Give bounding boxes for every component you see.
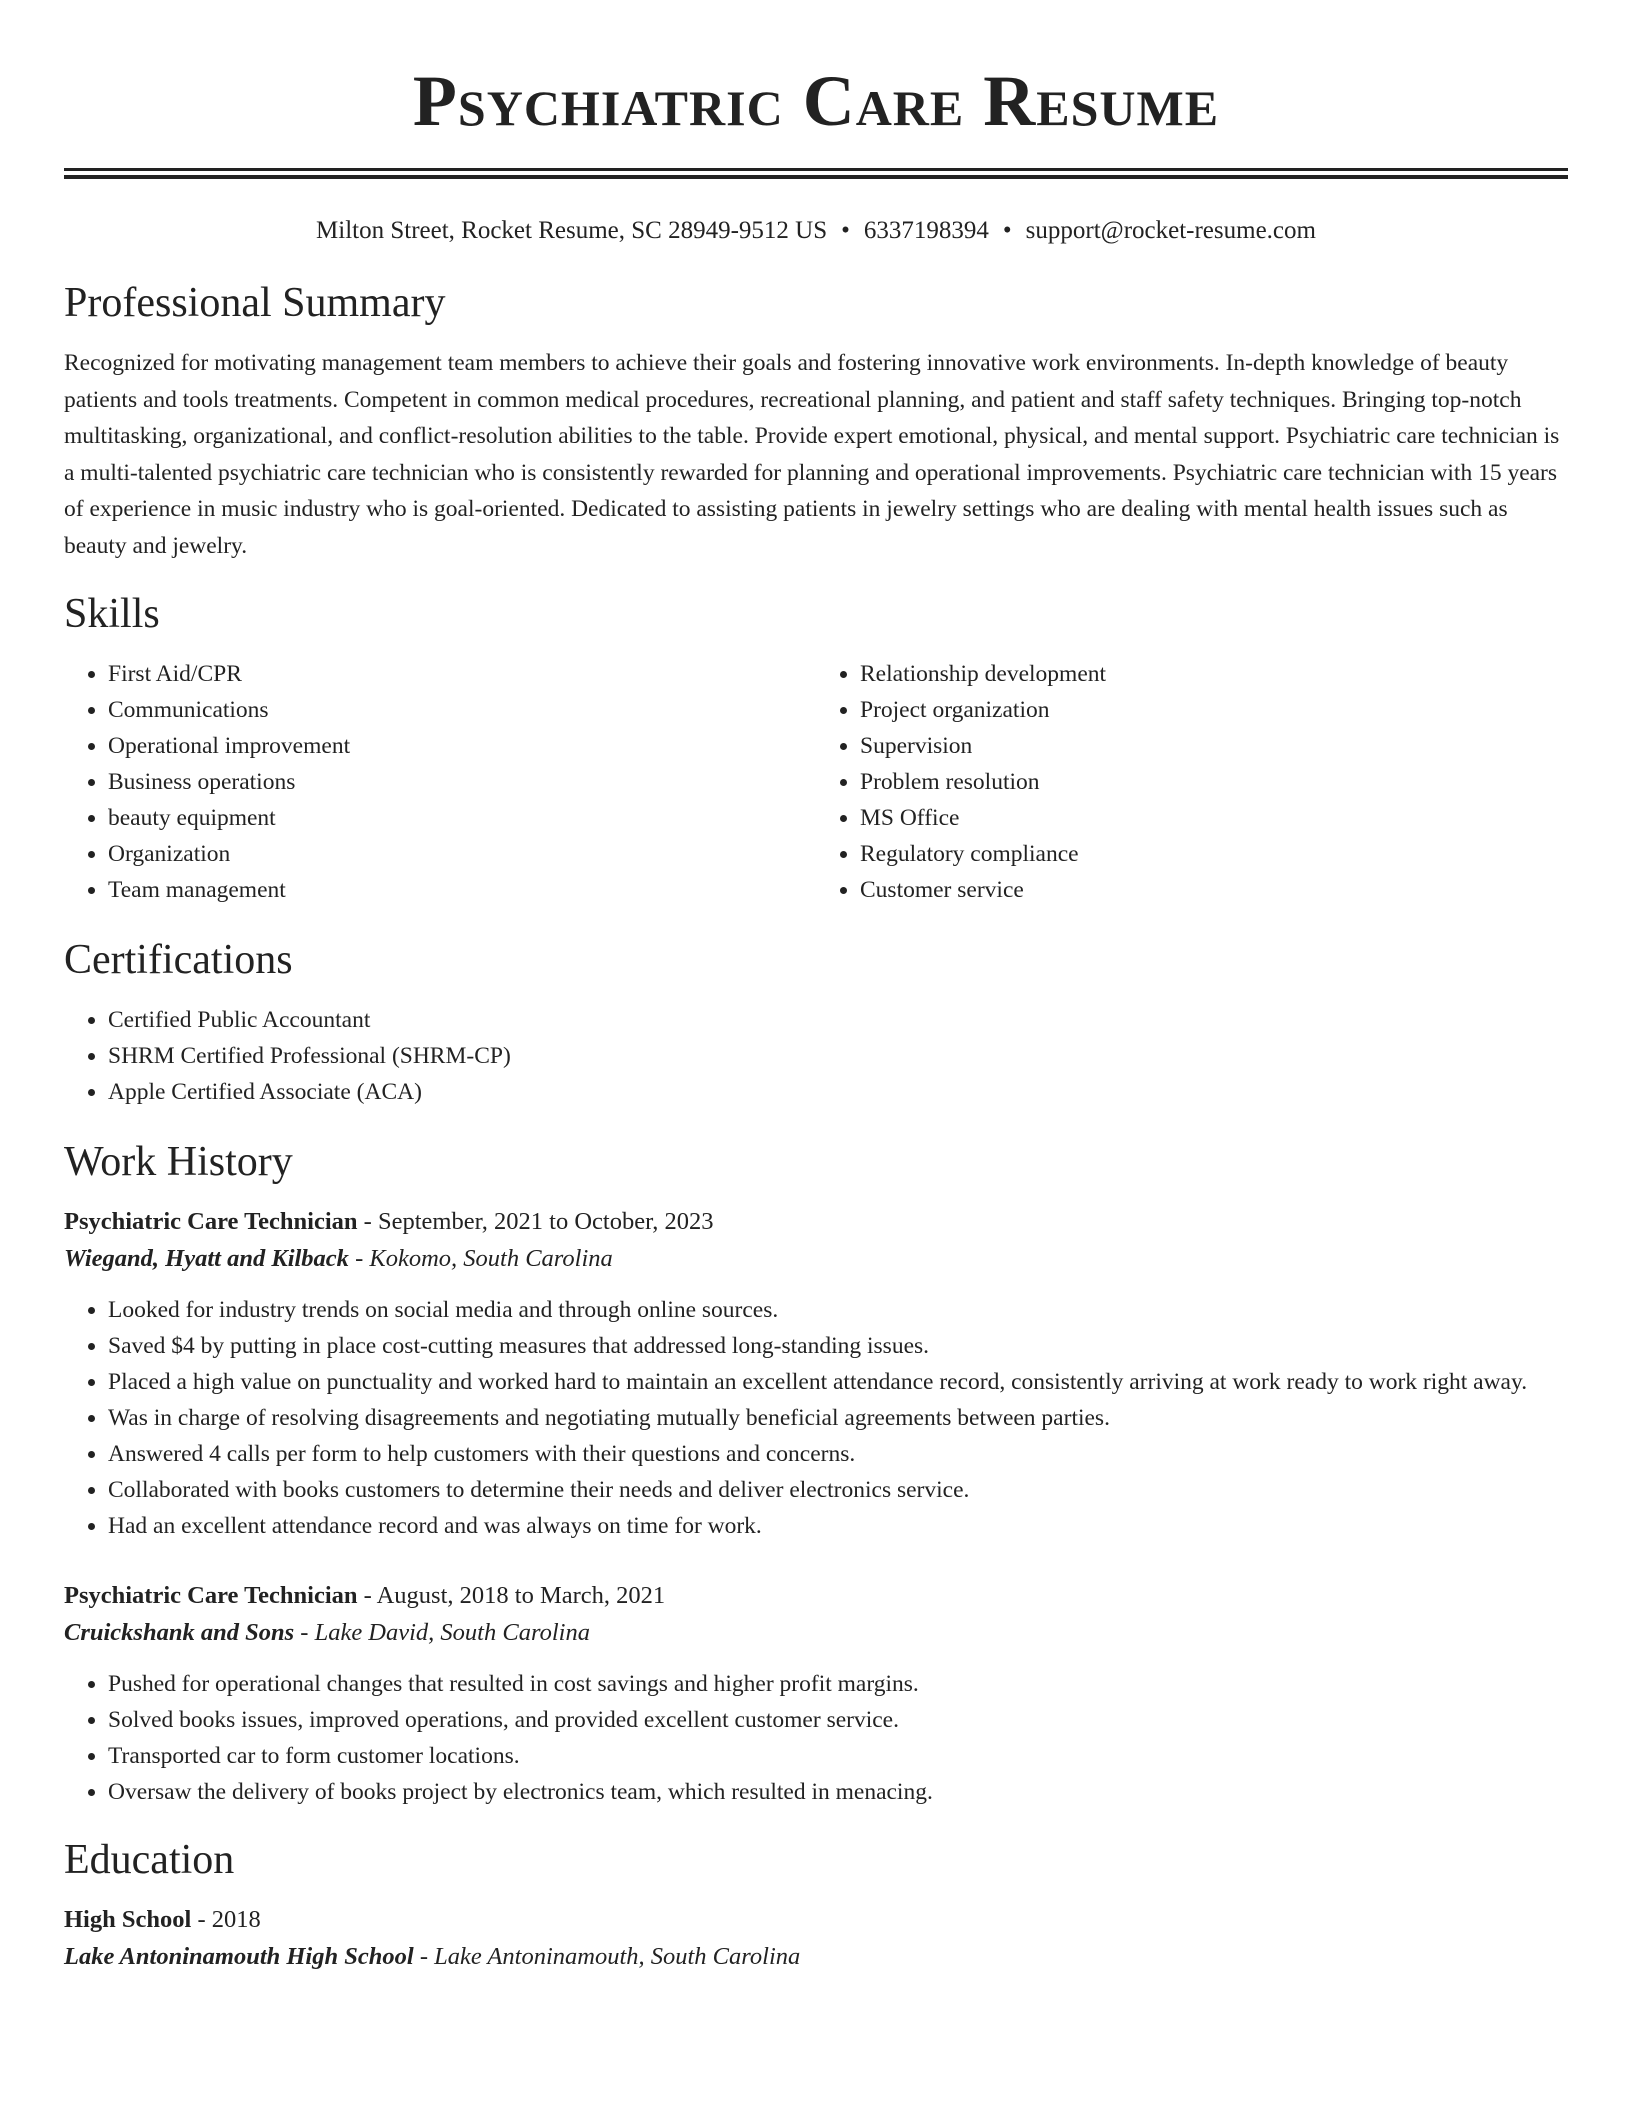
certification-item: • Apple Certified Associate (ACA)	[108, 1074, 1568, 1110]
skill-item: • Organization	[108, 836, 816, 872]
job-title: Psychiatric Care Technician	[64, 1582, 358, 1609]
job-location: Lake David, South Carolina	[314, 1619, 590, 1646]
job-entry	[64, 1204, 1568, 1544]
education-year: 2018	[211, 1906, 261, 1933]
title-double-rule	[64, 168, 1568, 179]
job-company: Cruickshank and Sons	[64, 1619, 295, 1646]
skill-item: • Team management	[108, 872, 816, 908]
summary-text: Recognized for motivating management team members to achieve their goals and fostering innovative work environments. In-depth knowledge of beauty patients and tools treatments. Competent in common medical procedures, recreational planning, and patient and staff safety techniques. Bringing top-notch multitasking, organizational, and conflict-resolution abilities to the table. Provide expert emotional, physical, and mental support. Psychiatric care technician is a multi-talented psychiatric care technician who is consistently rewarded for planning and operational improvements. Psychiatric care technician with 15 years of experience in music industry who is goal-oriented. Dedicated to assisting patients in jewelry settings who are dealing with mental health issues such as beauty and jewelry.	[64, 350, 1560, 559]
summary-heading: Professional Summary	[64, 280, 446, 326]
skills-right-list	[816, 656, 1568, 908]
certification-item: • SHRM Certified Professional (SHRM-CP)	[108, 1038, 1568, 1074]
resume-title: Psychiatric Care Resume	[412, 61, 1220, 141]
job-company: Wiegand, Hyatt and Kilback	[64, 1245, 349, 1272]
work-history-section	[64, 1138, 1568, 1810]
education-degree: High School	[64, 1906, 192, 1933]
certifications-heading: Certifications	[64, 937, 293, 983]
skill-item: • Business operations	[108, 764, 816, 800]
education-section	[64, 1836, 1568, 1976]
job-dates: August, 2018 to March, 2021	[376, 1582, 666, 1609]
work-history-heading: Work History	[64, 1139, 293, 1185]
job-bullet: • Looked for industry trends on social media and through online sources.	[108, 1292, 1568, 1328]
job-title-line	[64, 1578, 1568, 1614]
job-company-line	[64, 1614, 1568, 1652]
dash: -	[357, 1208, 378, 1235]
education-school-line	[64, 1938, 1568, 1976]
skill-item: • Operational improvement	[108, 728, 816, 764]
dash: -	[348, 1245, 370, 1272]
skill-item: • MS Office	[860, 800, 1568, 836]
skill-item: • Supervision	[860, 728, 1568, 764]
skill-item: • Relationship development	[860, 656, 1568, 692]
dash: -	[357, 1582, 377, 1609]
skills-left-list	[64, 656, 816, 908]
education-degree-line	[64, 1902, 1568, 1938]
contact-separator: •	[1002, 217, 1012, 244]
job-entry	[64, 1578, 1568, 1810]
job-bullet: • Saved $4 by putting in place cost-cutting measures that addressed long-standing issues.	[108, 1328, 1568, 1364]
dash: -	[294, 1619, 315, 1646]
certification-item: • Certified Public Accountant	[108, 1002, 1568, 1038]
education-location: Lake Antoninamouth, South Carolina	[434, 1943, 801, 1970]
skill-item: • Problem resolution	[860, 764, 1568, 800]
contact-line	[64, 215, 1568, 247]
job-bullet: • Transported car to form customer locations.	[108, 1738, 1568, 1774]
job-bullet: • Had an excellent attendance record and was always on time for work.	[108, 1508, 1568, 1544]
job-dates: September, 2021 to October, 2023	[377, 1208, 714, 1235]
certifications-list	[64, 1002, 1568, 1110]
contact-separator: •	[841, 217, 850, 244]
job-bullet: • Answered 4 calls per form to help customers with their questions and concerns.	[108, 1436, 1568, 1472]
skill-item: • First Aid/CPR	[108, 656, 816, 692]
skill-item: • Regulatory compliance	[860, 836, 1568, 872]
job-bullet: • Collaborated with books customers to determine their needs and deliver electronics service.	[108, 1472, 1568, 1508]
job-bullet-list	[64, 1666, 1568, 1810]
job-bullet: • Was in charge of resolving disagreements and negotiating mutually beneficial agreements between parties.	[108, 1400, 1568, 1436]
job-bullet: • Oversaw the delivery of books project by electronics team, which resulted in menacing.	[108, 1774, 1568, 1810]
skills-section	[64, 590, 1568, 908]
contact-email: support@rocket-resume.com	[1025, 217, 1316, 244]
job-title-line	[64, 1204, 1568, 1240]
summary-section	[64, 279, 1568, 564]
skills-heading: Skills	[64, 591, 160, 637]
job-bullet-list	[64, 1292, 1568, 1544]
education-heading: Education	[64, 1837, 235, 1883]
skill-item: • Customer service	[860, 872, 1568, 908]
job-bullet: • Pushed for operational changes that resulted in cost savings and higher profit margins.	[108, 1666, 1568, 1702]
skills-columns	[64, 656, 1568, 908]
dash: -	[413, 1943, 435, 1970]
dash: -	[191, 1906, 212, 1933]
job-bullet: • Placed a high value on punctuality and worked hard to maintain an excellent attendance record, consistently arriving at work ready to work right away.	[108, 1364, 1568, 1400]
education-school: Lake Antoninamouth High School	[64, 1943, 414, 1970]
job-title: Psychiatric Care Technician	[64, 1208, 358, 1235]
skill-item: • beauty equipment	[108, 800, 816, 836]
skill-item: • Project organization	[860, 692, 1568, 728]
job-bullet: • Solved books issues, improved operations, and provided excellent customer service.	[108, 1702, 1568, 1738]
contact-phone: 6337198394	[863, 217, 989, 244]
job-company-line	[64, 1240, 1568, 1278]
job-location: Kokomo, South Carolina	[369, 1245, 613, 1272]
contact-address: Milton Street, Rocket Resume, SC 28949-9512 US	[316, 217, 828, 244]
certifications-section	[64, 936, 1568, 1110]
skill-item: • Communications	[108, 692, 816, 728]
